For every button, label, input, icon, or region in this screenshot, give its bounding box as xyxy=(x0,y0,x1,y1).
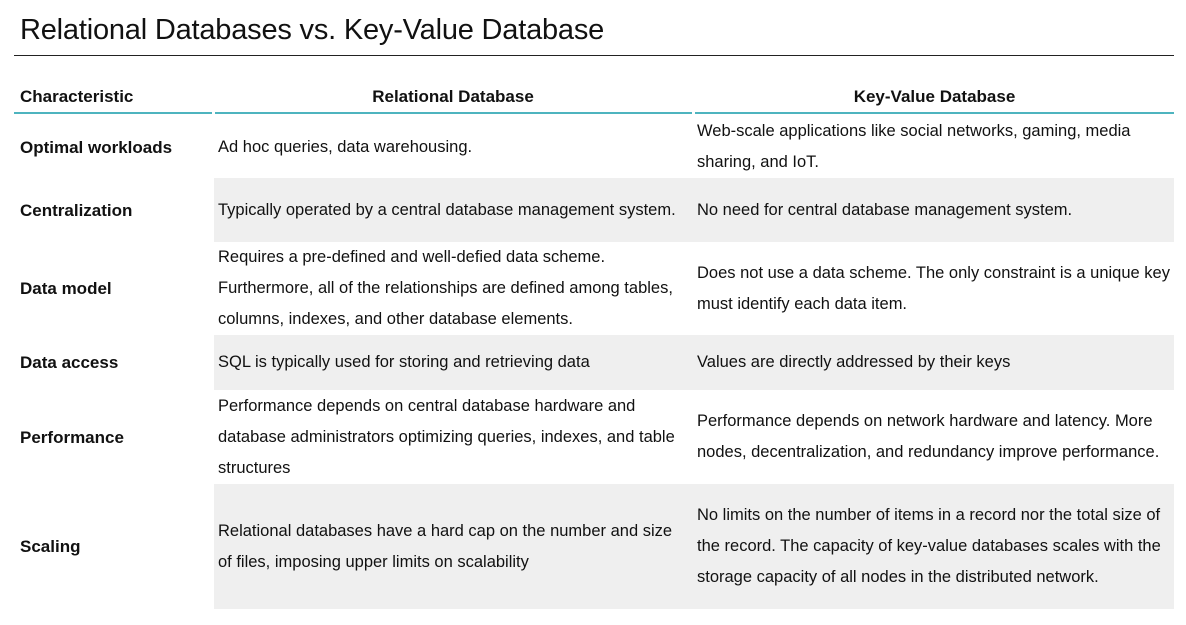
relational-cell: SQL is typically used for storing and retrieving data xyxy=(218,353,590,371)
table-row xyxy=(14,484,1174,609)
page-title: Relational Databases vs. Key-Value Database xyxy=(20,14,605,46)
header-underline xyxy=(215,112,692,114)
relational-cell: Relational databases have a hard cap on the number and size of files, imposing upper limits on scalability xyxy=(218,521,673,571)
relational-cell: Typically operated by a central database management system. xyxy=(218,200,676,219)
keyvalue-cell: Does not use a data scheme. The only constraint is a unique key must identify each data item. xyxy=(697,263,1170,313)
keyvalue-cell: No limits on the number of items in a record nor the total size of the record. The capacity of key-value databases scales with the storage capacity of all nodes in the distributed network. xyxy=(697,506,1161,586)
relational-cell: Ad hoc queries, data warehousing. xyxy=(218,137,473,156)
header-underline xyxy=(14,112,212,114)
table-row xyxy=(14,390,1174,484)
table-header xyxy=(14,82,1174,114)
table-row xyxy=(14,178,1174,242)
keyvalue-cell: Performance depends on network hardware and latency. More nodes, decentralization, and redundancy improve performance. xyxy=(697,412,1160,461)
keyvalue-cell: Values are directly addressed by their keys xyxy=(697,353,1011,371)
header-characteristic: Characteristic xyxy=(20,87,134,106)
header-keyvalue: Key-Value Database xyxy=(853,87,1016,106)
row-label: Optimal workloads xyxy=(20,137,173,157)
comparison-table xyxy=(14,82,1174,609)
row-label: Data model xyxy=(20,279,112,298)
keyvalue-cell: No need for central database management system. xyxy=(697,200,1073,219)
row-label: Performance xyxy=(20,427,124,447)
header-relational: Relational Database xyxy=(372,87,534,106)
row-label: Scaling xyxy=(20,537,81,556)
title-divider xyxy=(14,55,1174,56)
table-row xyxy=(14,335,1174,390)
row-label: Centralization xyxy=(20,200,133,220)
keyvalue-cell: Web-scale applications like social networks, gaming, media sharing, and IoT. xyxy=(697,122,1131,171)
relational-cell: Requires a pre-defined and well-defied data scheme. Furthermore, all of the relationships are defined among tables, columns, indexes, and other database elements. xyxy=(218,248,673,328)
row-label: Data access xyxy=(20,353,119,372)
table-row xyxy=(14,242,1174,335)
relational-cell: Performance depends on central database hardware and database administrators optimizing queries, indexes, and table structures xyxy=(218,396,675,477)
header-underline xyxy=(695,112,1174,114)
table-row xyxy=(14,116,1174,178)
